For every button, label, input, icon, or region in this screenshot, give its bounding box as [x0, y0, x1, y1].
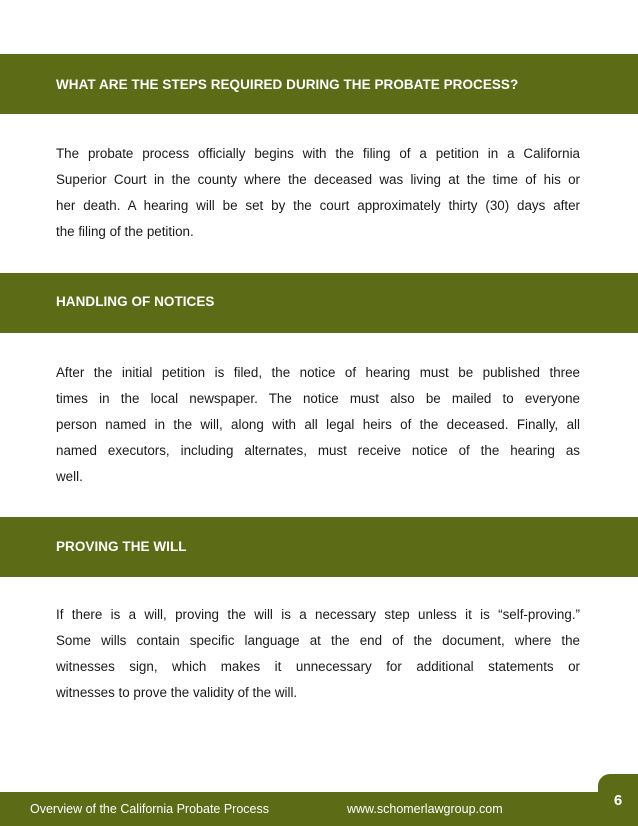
- paragraph-line: Some wills contain specific language at the end of the document, where the: [56, 633, 580, 648]
- paragraph-line: witnesses sign, which makes it unnecessary for additional statements or: [56, 659, 580, 674]
- footer-document-title: Overview of the California Probate Process: [30, 802, 269, 816]
- paragraph-line: named executors, including alternates, must receive notice of the hearing as: [56, 443, 580, 458]
- paragraph-line: the filing of the petition.: [56, 224, 194, 239]
- paragraph-line: times in the local newspaper. The notice must also be mailed to everyone: [56, 391, 580, 406]
- page-number-tab: [598, 774, 638, 826]
- section-header-band: [0, 273, 638, 333]
- paragraph-line: After the initial petition is filed, the notice of hearing must be published three: [56, 365, 580, 380]
- page-footer: [0, 792, 638, 826]
- paragraph-line: person named in the will, along with all legal heirs of the deceased. Finally, all: [56, 417, 580, 432]
- section-header-band: [0, 54, 638, 114]
- footer-website: www.schomerlawgroup.com: [347, 802, 503, 816]
- section-header-band: [0, 517, 638, 577]
- section-heading: HANDLING OF NOTICES: [56, 294, 215, 309]
- section-heading: PROVING THE WILL: [56, 539, 187, 554]
- paragraph-line: The probate process officially begins with the filing of a petition in a California: [56, 146, 580, 161]
- paragraph-line: Superior Court in the county where the deceased was living at the time of his or: [56, 172, 580, 187]
- paragraph-line: her death. A hearing will be set by the court approximately thirty (30) days after: [56, 198, 580, 213]
- section-heading: WHAT ARE THE STEPS REQUIRED DURING THE PROBATE PROCESS?: [56, 77, 519, 92]
- paragraph-line: If there is a will, proving the will is a necessary step unless it is “self-proving.”: [56, 607, 580, 622]
- paragraph-line: witnesses to prove the validity of the will.: [56, 685, 298, 700]
- paragraph-line: well.: [56, 469, 83, 484]
- section-paragraph: [56, 360, 580, 490]
- page-number: 6: [613, 792, 623, 809]
- section-paragraph: [56, 141, 580, 245]
- section-paragraph: [56, 602, 580, 706]
